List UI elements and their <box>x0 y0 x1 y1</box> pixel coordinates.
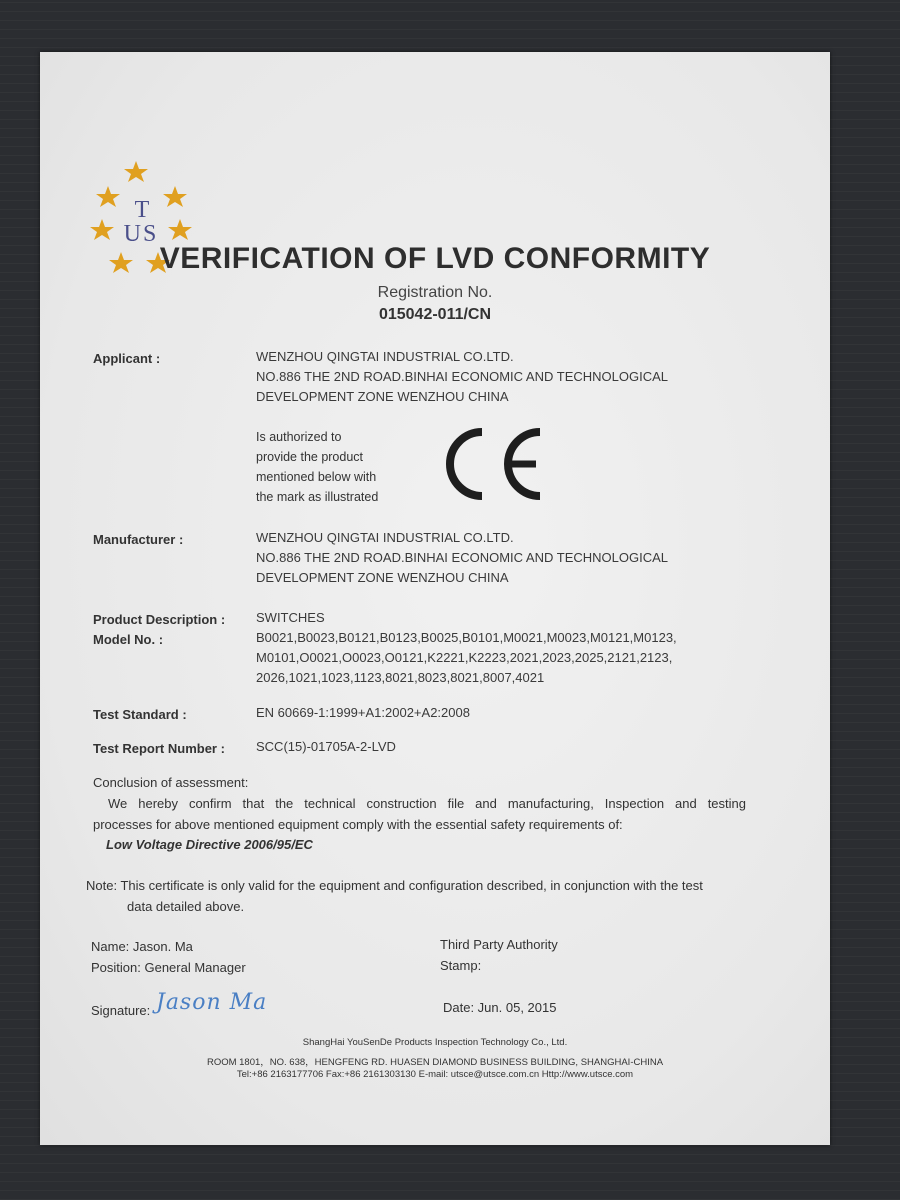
manufacturer-line: NO.886 THE 2ND ROAD.BINHAI ECONOMIC AND TECHNOLOGICAL <box>256 550 668 565</box>
registration-number: 015042-011/CN <box>378 306 492 323</box>
authorization-line: mentioned below with <box>256 470 377 484</box>
applicant-address <box>256 347 668 407</box>
authorization-line: provide the product <box>256 450 364 464</box>
model-line: 2026,1021,1023,1123,8021,8023,8021,8007,4021 <box>256 670 545 685</box>
note-line: data detailed above. <box>127 899 245 914</box>
product-description-value: SWITCHES <box>256 610 325 625</box>
conclusion-line: processes for above mentioned equipment comply with the essential safety requirements of: <box>93 817 623 832</box>
manufacturer-address <box>256 528 668 588</box>
applicant-label: Applicant : <box>93 351 161 366</box>
directive-name: Low Voltage Directive 2006/95/EC <box>106 837 313 852</box>
applicant-line: DEVELOPMENT ZONE WENZHOU CHINA <box>256 389 509 404</box>
conclusion-line: We hereby confirm that the technical construction file and manufacturing, Inspection and testing <box>108 796 746 811</box>
model-line: B0021,B0023,B0121,B0123,B0025,B0101,M0021,M0023,M0121,M0123, <box>256 630 677 645</box>
third-party-authority-label: Third Party Authority <box>440 937 558 952</box>
issue-date: Date: Jun. 05, 2015 <box>443 1000 557 1015</box>
signatory-name: Name: Jason. Ma <box>91 939 193 954</box>
model-no-label: Model No. : <box>93 632 164 647</box>
footer-contact: Tel:+86 2163177706 Fax:+86 2161303130 E-mail: utsce@utsce.com.cn Http://www.utsce.com <box>236 1069 634 1080</box>
certificate-title: VERIFICATION OF LVD CONFORMITY <box>159 242 711 275</box>
footer-address: ROOM 1801，NO. 638，HENGFENG RD. HUASEN DIAMOND BUSINESS BUILDING, SHANGHAI-CHINA <box>206 1057 664 1068</box>
handwritten-signature: Jason Ma <box>156 990 268 1015</box>
manufacturer-line: DEVELOPMENT ZONE WENZHOU CHINA <box>256 570 509 585</box>
authorization-line: Is authorized to <box>256 430 342 444</box>
applicant-line: NO.886 THE 2ND ROAD.BINHAI ECONOMIC AND TECHNOLOGICAL <box>256 369 668 384</box>
signatory-position: Position: General Manager <box>91 960 246 975</box>
ce-mark-icon <box>438 424 548 504</box>
conclusion-heading: Conclusion of assessment: <box>93 775 249 790</box>
model-line: M0101,O0021,O0023,O0121,K2221,K2223,2021,2023,2025,2121,2123, <box>256 650 673 665</box>
product-description-label: Product Description : <box>93 612 226 627</box>
applicant-line: WENZHOU QINGTAI INDUSTRIAL CO.LTD. <box>256 349 514 364</box>
signature-label: Signature: <box>91 1003 151 1018</box>
stamp-label: Stamp: <box>440 958 482 973</box>
note-line: Note: This certificate is only valid for the equipment and configuration described, in conjunction with the test <box>86 878 703 893</box>
manufacturer-label: Manufacturer : <box>93 532 184 547</box>
certificate-page <box>40 52 830 1145</box>
test-standard-label: Test Standard : <box>93 707 187 722</box>
test-standard-value: EN 60669-1:1999+A1:2002+A2:2008 <box>256 705 470 720</box>
model-no-list <box>256 628 677 688</box>
logo-letter-t: T <box>134 197 150 223</box>
authorization-text <box>256 427 378 507</box>
test-report-label: Test Report Number : <box>93 741 225 756</box>
authorization-line: the mark as illustrated <box>256 490 379 504</box>
registration-label: Registration No. <box>377 284 493 301</box>
test-report-value: SCC(15)-01705A-2-LVD <box>256 739 396 754</box>
footer-company: ShangHai YouSenDe Products Inspection Technology Co., Ltd. <box>302 1037 568 1048</box>
manufacturer-line: WENZHOU QINGTAI INDUSTRIAL CO.LTD. <box>256 530 514 545</box>
logo-letters-us: US <box>123 221 159 247</box>
